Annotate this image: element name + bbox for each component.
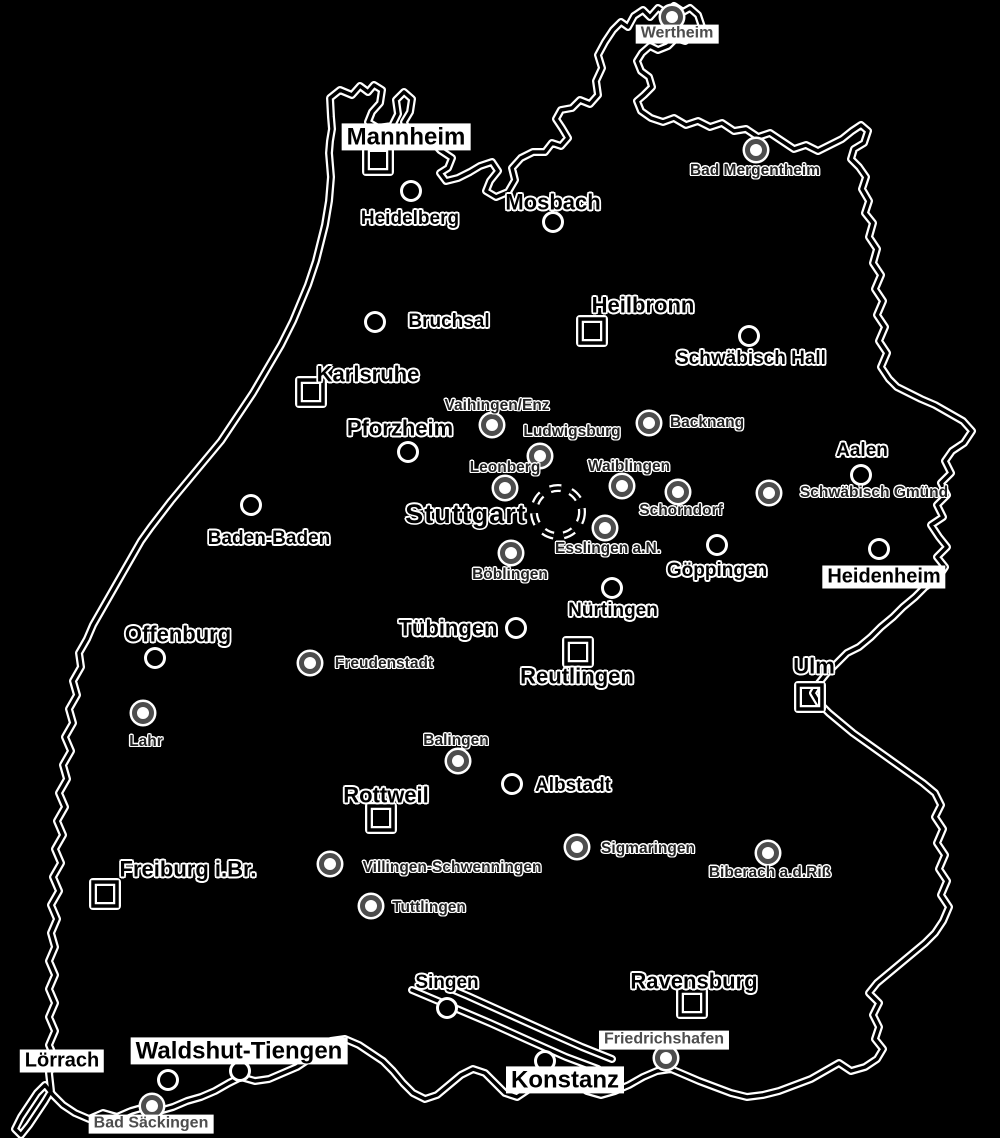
city-label-schw-bisch-gm-nd: Schwäbisch Gmünd — [799, 483, 949, 501]
city-label-heidelberg: Heidelberg — [360, 208, 460, 230]
city-label-konstanz: Konstanz — [506, 1066, 624, 1093]
city-label-albstadt: Albstadt — [535, 775, 611, 797]
city-label-sigmaringen: Sigmaringen — [601, 839, 695, 857]
city-label-friedrichshafen: Friedrichshafen — [599, 1031, 729, 1050]
city-label-vaihingen-enz: Vaihingen/Enz — [444, 396, 550, 414]
city-label-leonberg: Leonberg — [469, 458, 541, 476]
city-label-bad-mergentheim: Bad Mergentheim — [689, 161, 821, 179]
city-label-backnang: Backnang — [669, 413, 745, 431]
city-label-freiburg-i-br: Freiburg i.Br. — [119, 856, 257, 882]
city-label-bad-s-ckingen: Bad Säckingen — [89, 1115, 214, 1134]
city-label-reutlingen: Reutlingen — [520, 663, 634, 689]
city-label-mosbach: Mosbach — [505, 189, 601, 215]
city-label-t-bingen: Tübingen — [398, 615, 498, 641]
city-label-heilbronn: Heilbronn — [591, 292, 695, 318]
city-label-aalen: Aalen — [836, 440, 888, 462]
city-label-bruchsal: Bruchsal — [408, 311, 490, 333]
city-label-villingen-schwenningen: Villingen-Schwenningen — [362, 858, 542, 876]
city-label-b-blingen: Böblingen — [472, 565, 548, 583]
city-label-heidenheim: Heidenheim — [822, 566, 945, 589]
city-label-wertheim: Wertheim — [636, 25, 719, 44]
city-label-schw-bisch-hall: Schwäbisch Hall — [676, 348, 826, 370]
city-label-mannheim: Mannheim — [342, 123, 471, 150]
city-label-biberach-a-d-ri: Biberach a.d.Riß — [708, 863, 832, 881]
city-label-freudenstadt: Freudenstadt — [334, 654, 434, 672]
city-label-g-ppingen: Göppingen — [666, 560, 768, 582]
city-label-baden-baden: Baden-Baden — [207, 528, 331, 550]
city-label-balingen: Balingen — [423, 731, 489, 749]
city-label-singen: Singen — [415, 972, 479, 994]
city-label-esslingen-a-n: Esslingen a.N. — [555, 539, 661, 557]
city-label-ludwigsburg: Ludwigsburg — [523, 422, 621, 440]
city-label-waldshut-tiengen: Waldshut-Tiengen — [131, 1037, 348, 1064]
city-label-waiblingen: Waiblingen — [587, 457, 671, 475]
city-label-karlsruhe: Karlsruhe — [316, 361, 420, 387]
city-label-offenburg: Offenburg — [124, 621, 232, 647]
city-label-l-rrach: Lörrach — [20, 1050, 104, 1073]
city-label-lahr: Lahr — [129, 732, 163, 750]
city-label-n-rtingen: Nürtingen — [568, 600, 658, 622]
city-label-rottweil: Rottweil — [343, 782, 429, 808]
city-label-schorndorf: Schorndorf — [639, 501, 723, 519]
city-label-stuttgart: Stuttgart — [405, 498, 527, 529]
city-label-tuttlingen: Tuttlingen — [392, 898, 466, 916]
city-label-ravensburg: Ravensburg — [630, 968, 758, 994]
city-label-ulm: Ulm — [793, 653, 835, 679]
city-label-pforzheim: Pforzheim — [346, 415, 454, 441]
